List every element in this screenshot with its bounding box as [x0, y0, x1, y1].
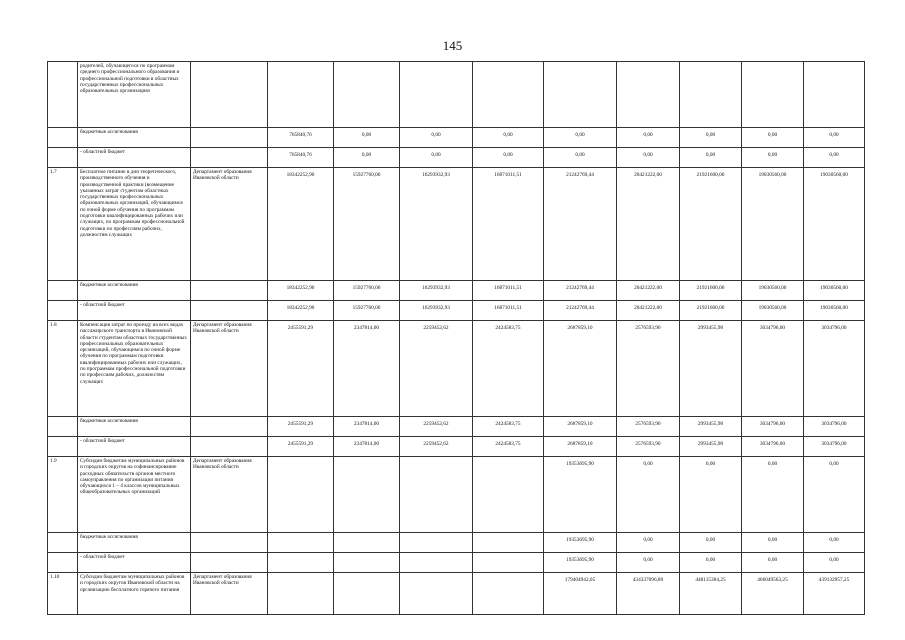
amount-value: 0,00 — [361, 132, 372, 138]
amount-cell — [617, 148, 680, 168]
amount-cell — [473, 62, 544, 128]
amount-cell — [742, 281, 804, 301]
amount-cell — [268, 168, 334, 281]
amount-value: 0,00 — [503, 152, 513, 158]
amount-cell — [400, 148, 473, 168]
amount-cell — [804, 62, 865, 128]
amount-value: 19030560,00 — [758, 285, 787, 291]
amount-value: 19030560,00 — [820, 285, 848, 291]
amount-value: 18342252,90 — [286, 172, 315, 178]
amount-cell — [617, 437, 680, 457]
amount-cell — [268, 128, 334, 148]
amount-value — [336, 574, 397, 577]
amount-value — [682, 63, 739, 66]
amount-cell — [268, 301, 334, 321]
amount-value: 19353695,90 — [566, 461, 594, 467]
table-row — [48, 301, 865, 321]
row-executor — [191, 437, 268, 457]
amount-cell — [680, 573, 742, 615]
amount-cell — [544, 437, 617, 457]
amount-cell — [473, 457, 544, 533]
amount-cell — [473, 168, 544, 281]
row-number: 1.8 — [48, 321, 78, 417]
amount-cell — [742, 62, 804, 128]
amount-value: 0,00 — [643, 152, 653, 158]
budget-table — [47, 61, 865, 615]
amount-value — [270, 458, 331, 461]
row-number — [48, 281, 78, 301]
row-number — [48, 533, 78, 553]
amount-cell — [804, 437, 865, 457]
amount-cell — [804, 573, 865, 615]
amount-cell — [544, 573, 617, 615]
amount-value — [270, 554, 331, 557]
amount-cell — [680, 148, 742, 168]
amount-value: 0,00 — [643, 132, 653, 138]
amount-value: 0,00 — [767, 132, 778, 138]
amount-cell — [473, 128, 544, 148]
amount-cell — [544, 301, 617, 321]
amount-value: 2455591,29 — [287, 325, 314, 331]
amount-cell — [544, 148, 617, 168]
amount-cell — [400, 281, 473, 301]
amount-cell — [334, 457, 400, 533]
amount-cell — [268, 457, 334, 533]
amount-value: 0,00 — [705, 557, 716, 563]
amount-cell — [742, 301, 804, 321]
amount-value: 0,00 — [705, 461, 716, 467]
row-number: 1.7 — [48, 168, 78, 281]
table-row — [48, 62, 865, 128]
amount-value: 19353695,90 — [566, 557, 594, 563]
amount-value: 15927760,00 — [352, 305, 381, 311]
amount-cell — [617, 128, 680, 148]
amount-value: 21921600,00 — [696, 285, 725, 291]
row-description: Субсидии бюджетам муниципальных районов и городских округов Ивановской области на организацию бесплатного горячего питания — [78, 573, 191, 615]
amount-value: 0,00 — [705, 537, 716, 543]
row-description: - областной бюджет — [78, 148, 191, 168]
amount-cell — [268, 437, 334, 457]
amount-value: 0,00 — [575, 132, 585, 138]
amount-cell — [680, 553, 742, 573]
amount-cell — [617, 301, 680, 321]
amount-value: 3034796,00 — [759, 441, 786, 447]
amount-value: 2455591,29 — [287, 421, 314, 427]
row-description: - областной бюджет — [78, 437, 191, 457]
row-number — [48, 553, 78, 573]
amount-value — [546, 63, 614, 66]
row-executor — [191, 417, 268, 437]
amount-cell — [473, 281, 544, 301]
amount-value: 765840,76 — [289, 152, 312, 158]
amount-cell — [804, 553, 865, 573]
amount-value: 2687859,10 — [567, 441, 593, 447]
amount-cell — [680, 457, 742, 533]
amount-value: 2993455,98 — [697, 325, 724, 331]
amount-cell — [742, 437, 804, 457]
amount-cell — [742, 321, 804, 417]
amount-value — [336, 458, 397, 461]
amount-cell — [268, 573, 334, 615]
amount-value: 0,00 — [767, 537, 778, 543]
row-executor — [191, 281, 268, 301]
amount-cell — [804, 148, 865, 168]
amount-value: 2259452,62 — [423, 421, 449, 427]
amount-cell — [680, 321, 742, 417]
amount-cell — [544, 417, 617, 437]
row-number — [48, 301, 78, 321]
amount-cell — [268, 321, 334, 417]
amount-value: 21242769,44 — [566, 172, 594, 178]
table-row — [48, 457, 865, 533]
amount-value: 18342252,90 — [286, 305, 315, 311]
amount-value — [475, 554, 541, 557]
amount-cell — [680, 301, 742, 321]
amount-cell — [473, 533, 544, 553]
amount-value: 0,00 — [767, 557, 778, 563]
table-row — [48, 533, 865, 553]
amount-value: 16871011,51 — [494, 285, 522, 291]
amount-cell — [742, 417, 804, 437]
row-executor: Департамент образования Ивановской области — [191, 168, 268, 281]
amount-cell — [400, 62, 473, 128]
amount-cell — [680, 128, 742, 148]
amount-value: 21921600,00 — [696, 305, 725, 311]
row-executor: Департамент образования Ивановской области — [191, 573, 268, 615]
amount-cell — [400, 533, 473, 553]
row-number — [48, 128, 78, 148]
amount-value: 15927760,00 — [352, 285, 381, 291]
amount-value: 2259452,62 — [423, 325, 449, 331]
amount-value: 2576593,90 — [635, 325, 661, 331]
row-description: - областной бюджет — [78, 301, 191, 321]
row-executor — [191, 301, 268, 321]
amount-value: 21242769,44 — [566, 305, 594, 311]
table-row — [48, 128, 865, 148]
amount-value: 0,00 — [829, 461, 839, 467]
amount-value — [475, 458, 541, 461]
amount-cell — [334, 533, 400, 553]
amount-value — [475, 534, 541, 537]
amount-value: 3034796,00 — [821, 441, 847, 447]
amount-cell — [742, 168, 804, 281]
amount-value — [270, 534, 331, 537]
amount-value: 2424583,75 — [495, 421, 521, 427]
amount-value: 21242769,44 — [566, 285, 594, 291]
amount-value — [806, 63, 862, 66]
row-executor — [191, 148, 268, 168]
amount-value — [402, 574, 470, 577]
amount-cell — [742, 128, 804, 148]
amount-value: 466049563,25 — [757, 577, 788, 583]
row-number: 1.10 — [48, 573, 78, 615]
amount-cell — [742, 457, 804, 533]
amount-cell — [680, 62, 742, 128]
amount-value: 21921600,00 — [696, 172, 725, 178]
amount-value: 0,00 — [643, 557, 653, 563]
amount-value: 434337096,80 — [632, 577, 664, 583]
amount-cell — [334, 128, 400, 148]
amount-value — [270, 63, 331, 66]
amount-value: 0,00 — [705, 132, 716, 138]
amount-cell — [268, 553, 334, 573]
amount-cell — [473, 553, 544, 573]
amount-value: 2687859,10 — [567, 421, 593, 427]
row-description: - областной бюджет — [78, 553, 191, 573]
table-row — [48, 281, 865, 301]
amount-value: 0,00 — [767, 152, 778, 158]
amount-cell — [804, 168, 865, 281]
amount-cell — [544, 168, 617, 281]
amount-cell — [334, 168, 400, 281]
row-executor — [191, 553, 268, 573]
amount-value: 2993455,98 — [697, 421, 724, 427]
amount-value: 439132957,25 — [818, 577, 850, 583]
row-description: родителей, обучающегося по программам среднего профессионального образования и профессиональной подготовки в областных государственных профессиональных образовательных организациях — [78, 62, 191, 128]
amount-cell — [544, 533, 617, 553]
amount-cell — [742, 553, 804, 573]
amount-value — [270, 574, 331, 577]
amount-cell — [334, 148, 400, 168]
amount-cell — [334, 301, 400, 321]
amount-cell — [473, 417, 544, 437]
row-executor — [191, 128, 268, 148]
budget-table-body — [48, 62, 865, 615]
amount-cell — [544, 62, 617, 128]
amount-value: 19030560,00 — [820, 172, 848, 178]
amount-cell — [617, 457, 680, 533]
amount-value: 0,00 — [829, 152, 839, 158]
amount-cell — [268, 417, 334, 437]
row-executor — [191, 533, 268, 553]
amount-value: 2347814,00 — [353, 325, 380, 331]
amount-value: 20421222,00 — [634, 172, 662, 178]
amount-value: 19353695,90 — [566, 537, 594, 543]
row-executor — [191, 62, 268, 128]
table-row — [48, 148, 865, 168]
amount-cell — [680, 533, 742, 553]
amount-value: 0,00 — [767, 461, 778, 467]
amount-cell — [473, 148, 544, 168]
row-number: 1.9 — [48, 457, 78, 533]
row-number — [48, 417, 78, 437]
page-number: 145 — [442, 38, 463, 53]
row-executor: Департамент образования Ивановской области — [191, 321, 268, 417]
amount-cell — [804, 533, 865, 553]
row-description: Бесплатное питание в дни теоретического, производственного обучения и производственной практики (возмещение указанных затрат студентам областных государственных профессиональных образовательных организаций, обучающимся по очной форме обучения по программам подготовки квалифицированных рабочих или служащих, по программам профессиональной подготовки по профессиям рабочих, должностям служащих — [78, 168, 191, 281]
amount-value: 2424583,75 — [495, 441, 521, 447]
amount-cell — [473, 321, 544, 417]
amount-cell — [680, 417, 742, 437]
amount-cell — [334, 321, 400, 417]
amount-cell — [400, 321, 473, 417]
table-row — [48, 417, 865, 437]
amount-cell — [617, 553, 680, 573]
amount-cell — [400, 457, 473, 533]
amount-cell — [268, 281, 334, 301]
amount-cell — [334, 437, 400, 457]
amount-cell — [617, 281, 680, 301]
amount-cell — [334, 573, 400, 615]
amount-value: 448115384,25 — [695, 577, 726, 583]
row-number — [48, 437, 78, 457]
amount-cell — [804, 417, 865, 437]
amount-value: 2576593,90 — [635, 441, 661, 447]
amount-value: 15927760,00 — [352, 172, 381, 178]
amount-value: 2455591,29 — [287, 441, 314, 447]
amount-cell — [680, 281, 742, 301]
amount-cell — [680, 437, 742, 457]
amount-cell — [400, 573, 473, 615]
amount-value: 19030560,00 — [758, 172, 787, 178]
amount-cell — [544, 457, 617, 533]
amount-cell — [617, 62, 680, 128]
row-description: бюджетные ассигнования — [78, 417, 191, 437]
amount-cell — [473, 437, 544, 457]
amount-value: 3034796,00 — [821, 325, 847, 331]
amount-value: 0,00 — [361, 152, 372, 158]
amount-cell — [334, 62, 400, 128]
amount-value — [475, 63, 541, 66]
row-description: бюджетные ассигнования — [78, 533, 191, 553]
amount-value: 3034796,00 — [821, 421, 847, 427]
amount-value — [475, 574, 541, 577]
table-row — [48, 168, 865, 281]
amount-value: 0,00 — [829, 132, 839, 138]
amount-cell — [804, 128, 865, 148]
amount-cell — [617, 417, 680, 437]
amount-value — [402, 534, 470, 537]
table-row — [48, 553, 865, 573]
amount-value — [402, 458, 470, 461]
amount-value: 16293932,93 — [422, 285, 450, 291]
amount-value — [336, 63, 397, 66]
amount-cell — [268, 62, 334, 128]
amount-cell — [617, 573, 680, 615]
amount-value: 3034796,00 — [759, 421, 786, 427]
amount-value: 0,00 — [503, 132, 513, 138]
amount-value — [402, 63, 470, 66]
amount-value: 19030560,00 — [758, 305, 787, 311]
amount-value: 179404942,05 — [564, 577, 596, 583]
amount-cell — [268, 148, 334, 168]
amount-value: 0,00 — [575, 152, 585, 158]
amount-value: 2347814,00 — [353, 421, 380, 427]
row-number — [48, 62, 78, 128]
amount-cell — [473, 301, 544, 321]
amount-cell — [617, 321, 680, 417]
amount-value: 0,00 — [829, 557, 839, 563]
amount-cell — [544, 128, 617, 148]
amount-cell — [804, 321, 865, 417]
amount-value: 16871011,51 — [494, 305, 522, 311]
amount-value — [744, 63, 801, 66]
amount-value: 0,00 — [643, 461, 653, 467]
amount-cell — [742, 148, 804, 168]
amount-value: 0,00 — [705, 152, 716, 158]
amount-value: 2576593,90 — [635, 421, 661, 427]
row-description: Субсидии бюджетам муниципальных районов и городских округов на софинансирование расходных обязательств органов местного самоуправления по организации питания обучающихся 1 – 4 классов муниципальных общеобразовательных организаций — [78, 457, 191, 533]
row-description: бюджетные ассигнования — [78, 128, 191, 148]
row-number — [48, 148, 78, 168]
amount-cell — [400, 417, 473, 437]
amount-value: 2687859,10 — [567, 325, 593, 331]
amount-cell — [334, 417, 400, 437]
amount-value: 765840,76 — [289, 132, 312, 138]
amount-value — [336, 554, 397, 557]
row-description: бюджетные ассигнования — [78, 281, 191, 301]
amount-cell — [400, 168, 473, 281]
table-row — [48, 321, 865, 417]
amount-value: 0,00 — [643, 537, 653, 543]
amount-cell — [400, 437, 473, 457]
amount-cell — [334, 553, 400, 573]
amount-cell — [680, 168, 742, 281]
amount-cell — [473, 573, 544, 615]
table-row — [48, 573, 865, 615]
amount-value: 2259452,62 — [423, 441, 449, 447]
amount-cell — [617, 533, 680, 553]
row-executor: Департамент образования Ивановской области — [191, 457, 268, 533]
amount-cell — [742, 533, 804, 553]
amount-cell — [400, 128, 473, 148]
amount-cell — [268, 533, 334, 553]
amount-cell — [400, 301, 473, 321]
amount-value: 3034796,00 — [759, 325, 786, 331]
amount-cell — [617, 168, 680, 281]
amount-cell — [544, 321, 617, 417]
amount-value: 16293932,93 — [422, 172, 450, 178]
amount-value — [336, 534, 397, 537]
amount-cell — [400, 553, 473, 573]
amount-value: 16293932,93 — [422, 305, 450, 311]
table-row — [48, 437, 865, 457]
amount-cell — [544, 553, 617, 573]
amount-cell — [334, 281, 400, 301]
amount-value: 2347814,00 — [353, 441, 380, 447]
amount-value: 19030560,00 — [820, 305, 848, 311]
amount-cell — [804, 301, 865, 321]
amount-value: 0,00 — [829, 537, 839, 543]
row-description: Компенсация затрат по проезду на всех видах пассажирского транспорта в Ивановской области студентам областных государственных профессиональных образовательных организаций, обучающимся по очной форме обучения по программам подготовки квалифицированных рабочих или служащих, по программам профессиональной подготовки по профессиям рабочих, должностям служащих — [78, 321, 191, 417]
amount-value: 16871011,51 — [494, 172, 522, 178]
amount-value — [619, 63, 677, 66]
amount-value: 0,00 — [431, 132, 441, 138]
amount-value: 0,00 — [431, 152, 441, 158]
amount-value: 2993455,98 — [697, 441, 724, 447]
amount-value: 18342252,90 — [286, 285, 315, 291]
amount-cell — [804, 457, 865, 533]
amount-value: 20421222,00 — [634, 305, 662, 311]
amount-value: 2424583,75 — [495, 325, 521, 331]
amount-cell — [544, 281, 617, 301]
amount-value — [402, 554, 470, 557]
amount-cell — [804, 281, 865, 301]
amount-cell — [742, 573, 804, 615]
amount-value: 20421222,00 — [634, 285, 662, 291]
